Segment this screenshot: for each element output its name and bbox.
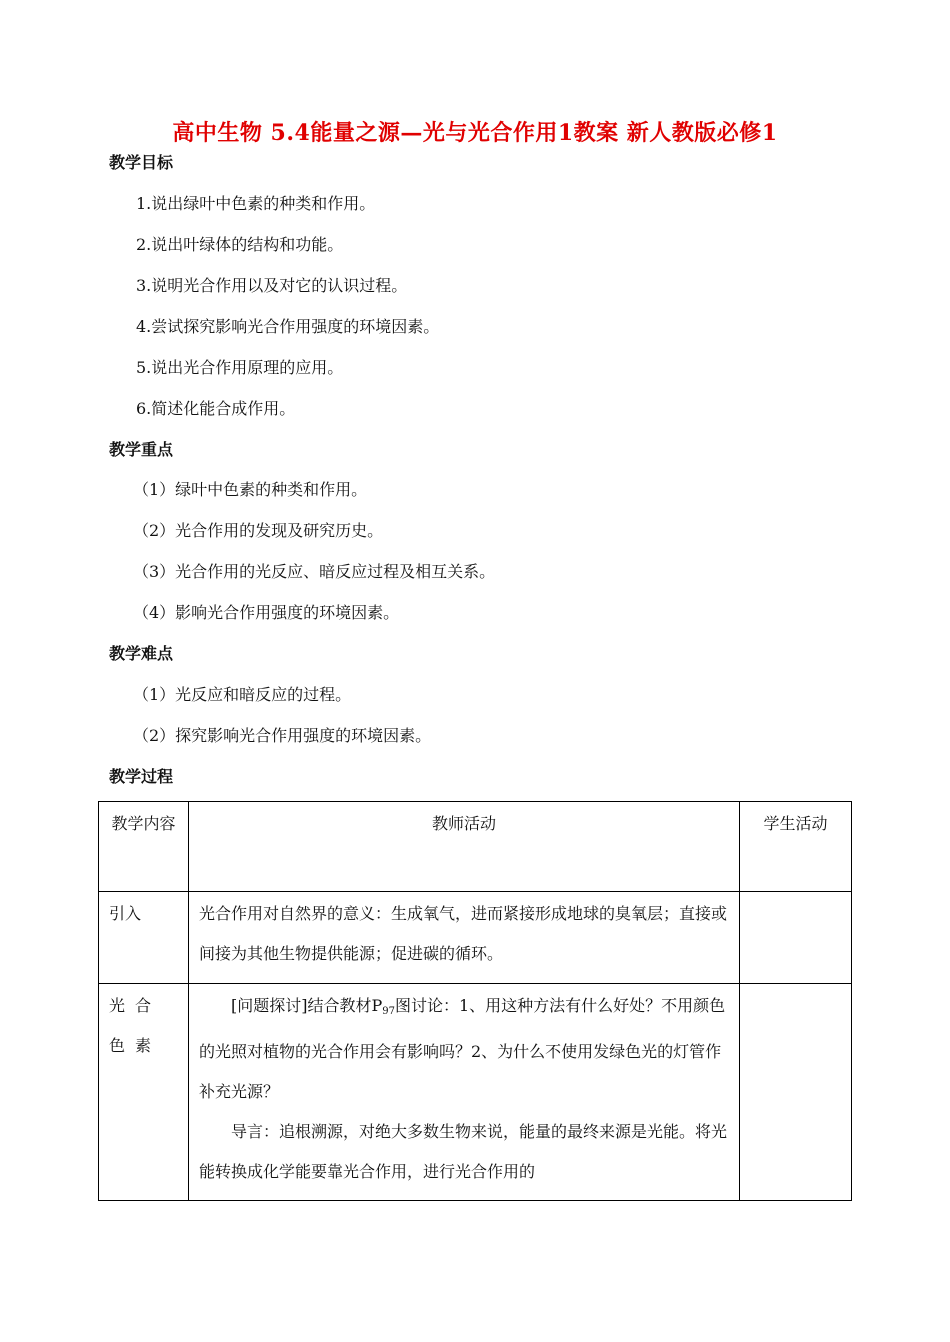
- header-content: 教学内容: [99, 802, 189, 892]
- difficulty-item: （2）探究影响光合作用强度的环境因素。: [133, 726, 432, 745]
- difficulties-heading: 教学难点: [109, 644, 174, 663]
- row-content-text: 光合色素: [109, 996, 162, 1055]
- objective-item: 6.简述化能合成作用。: [136, 399, 296, 418]
- objective-item: 2.说出叶绿体的结构和功能。: [136, 235, 344, 254]
- key-point-item: （2）光合作用的发现及研究历史。: [133, 521, 384, 540]
- teacher-paragraph: 导言：追根溯源，对绝大多数生物来说，能量的最终来源是光能。将光能转换成化学能要靠光合作用，进行光合作用的: [199, 1122, 728, 1181]
- row-student: [740, 984, 852, 1201]
- document-title: 高中生物 5.4能量之源—光与光合作用1教案 新人教版必修1: [172, 120, 778, 146]
- row-content: 引入: [99, 892, 189, 984]
- row-content: [99, 984, 189, 1201]
- objective-item: 3.说明光合作用以及对它的认识过程。: [136, 276, 408, 295]
- key-point-item: （1）绿叶中色素的种类和作用。: [133, 480, 368, 499]
- key-points-heading: 教学重点: [109, 440, 174, 459]
- objectives-heading: 教学目标: [109, 153, 174, 172]
- header-student: 学生活动: [740, 802, 852, 892]
- objective-item: 4.尝试探究影响光合作用强度的环境因素。: [136, 317, 440, 336]
- table-row: [99, 892, 852, 984]
- process-table: [98, 801, 852, 1201]
- objective-item: 1.说出绿叶中色素的种类和作用。: [136, 194, 376, 213]
- row-teacher: [189, 984, 740, 1201]
- key-point-item: （4）影响光合作用强度的环境因素。: [133, 603, 400, 622]
- difficulty-item: （1）光反应和暗反应的过程。: [133, 685, 352, 704]
- row-student: [740, 892, 852, 984]
- table-row: [99, 984, 852, 1201]
- row-teacher: 光合作用对自然界的意义：生成氧气，进而紧接形成地球的臭氧层；直接或间接为其他生物提供能源；促进碳的循环。: [189, 892, 740, 984]
- header-teacher: 教师活动: [189, 802, 740, 892]
- table-header-row: [99, 802, 852, 892]
- key-point-item: （3）光合作用的光反应、暗反应过程及相互关系。: [133, 562, 496, 581]
- teacher-paragraph: [问题探讨]结合教材$P_{97}$图讨论：1、用这种方法有什么好处？不用颜色的光照对植物的光合作用会有影响吗？2、为什么不使用发绿色光的灯管作补充光源？: [199, 996, 726, 1101]
- process-heading: 教学过程: [109, 767, 174, 786]
- objective-item: 5.说出光合作用原理的应用。: [136, 358, 344, 377]
